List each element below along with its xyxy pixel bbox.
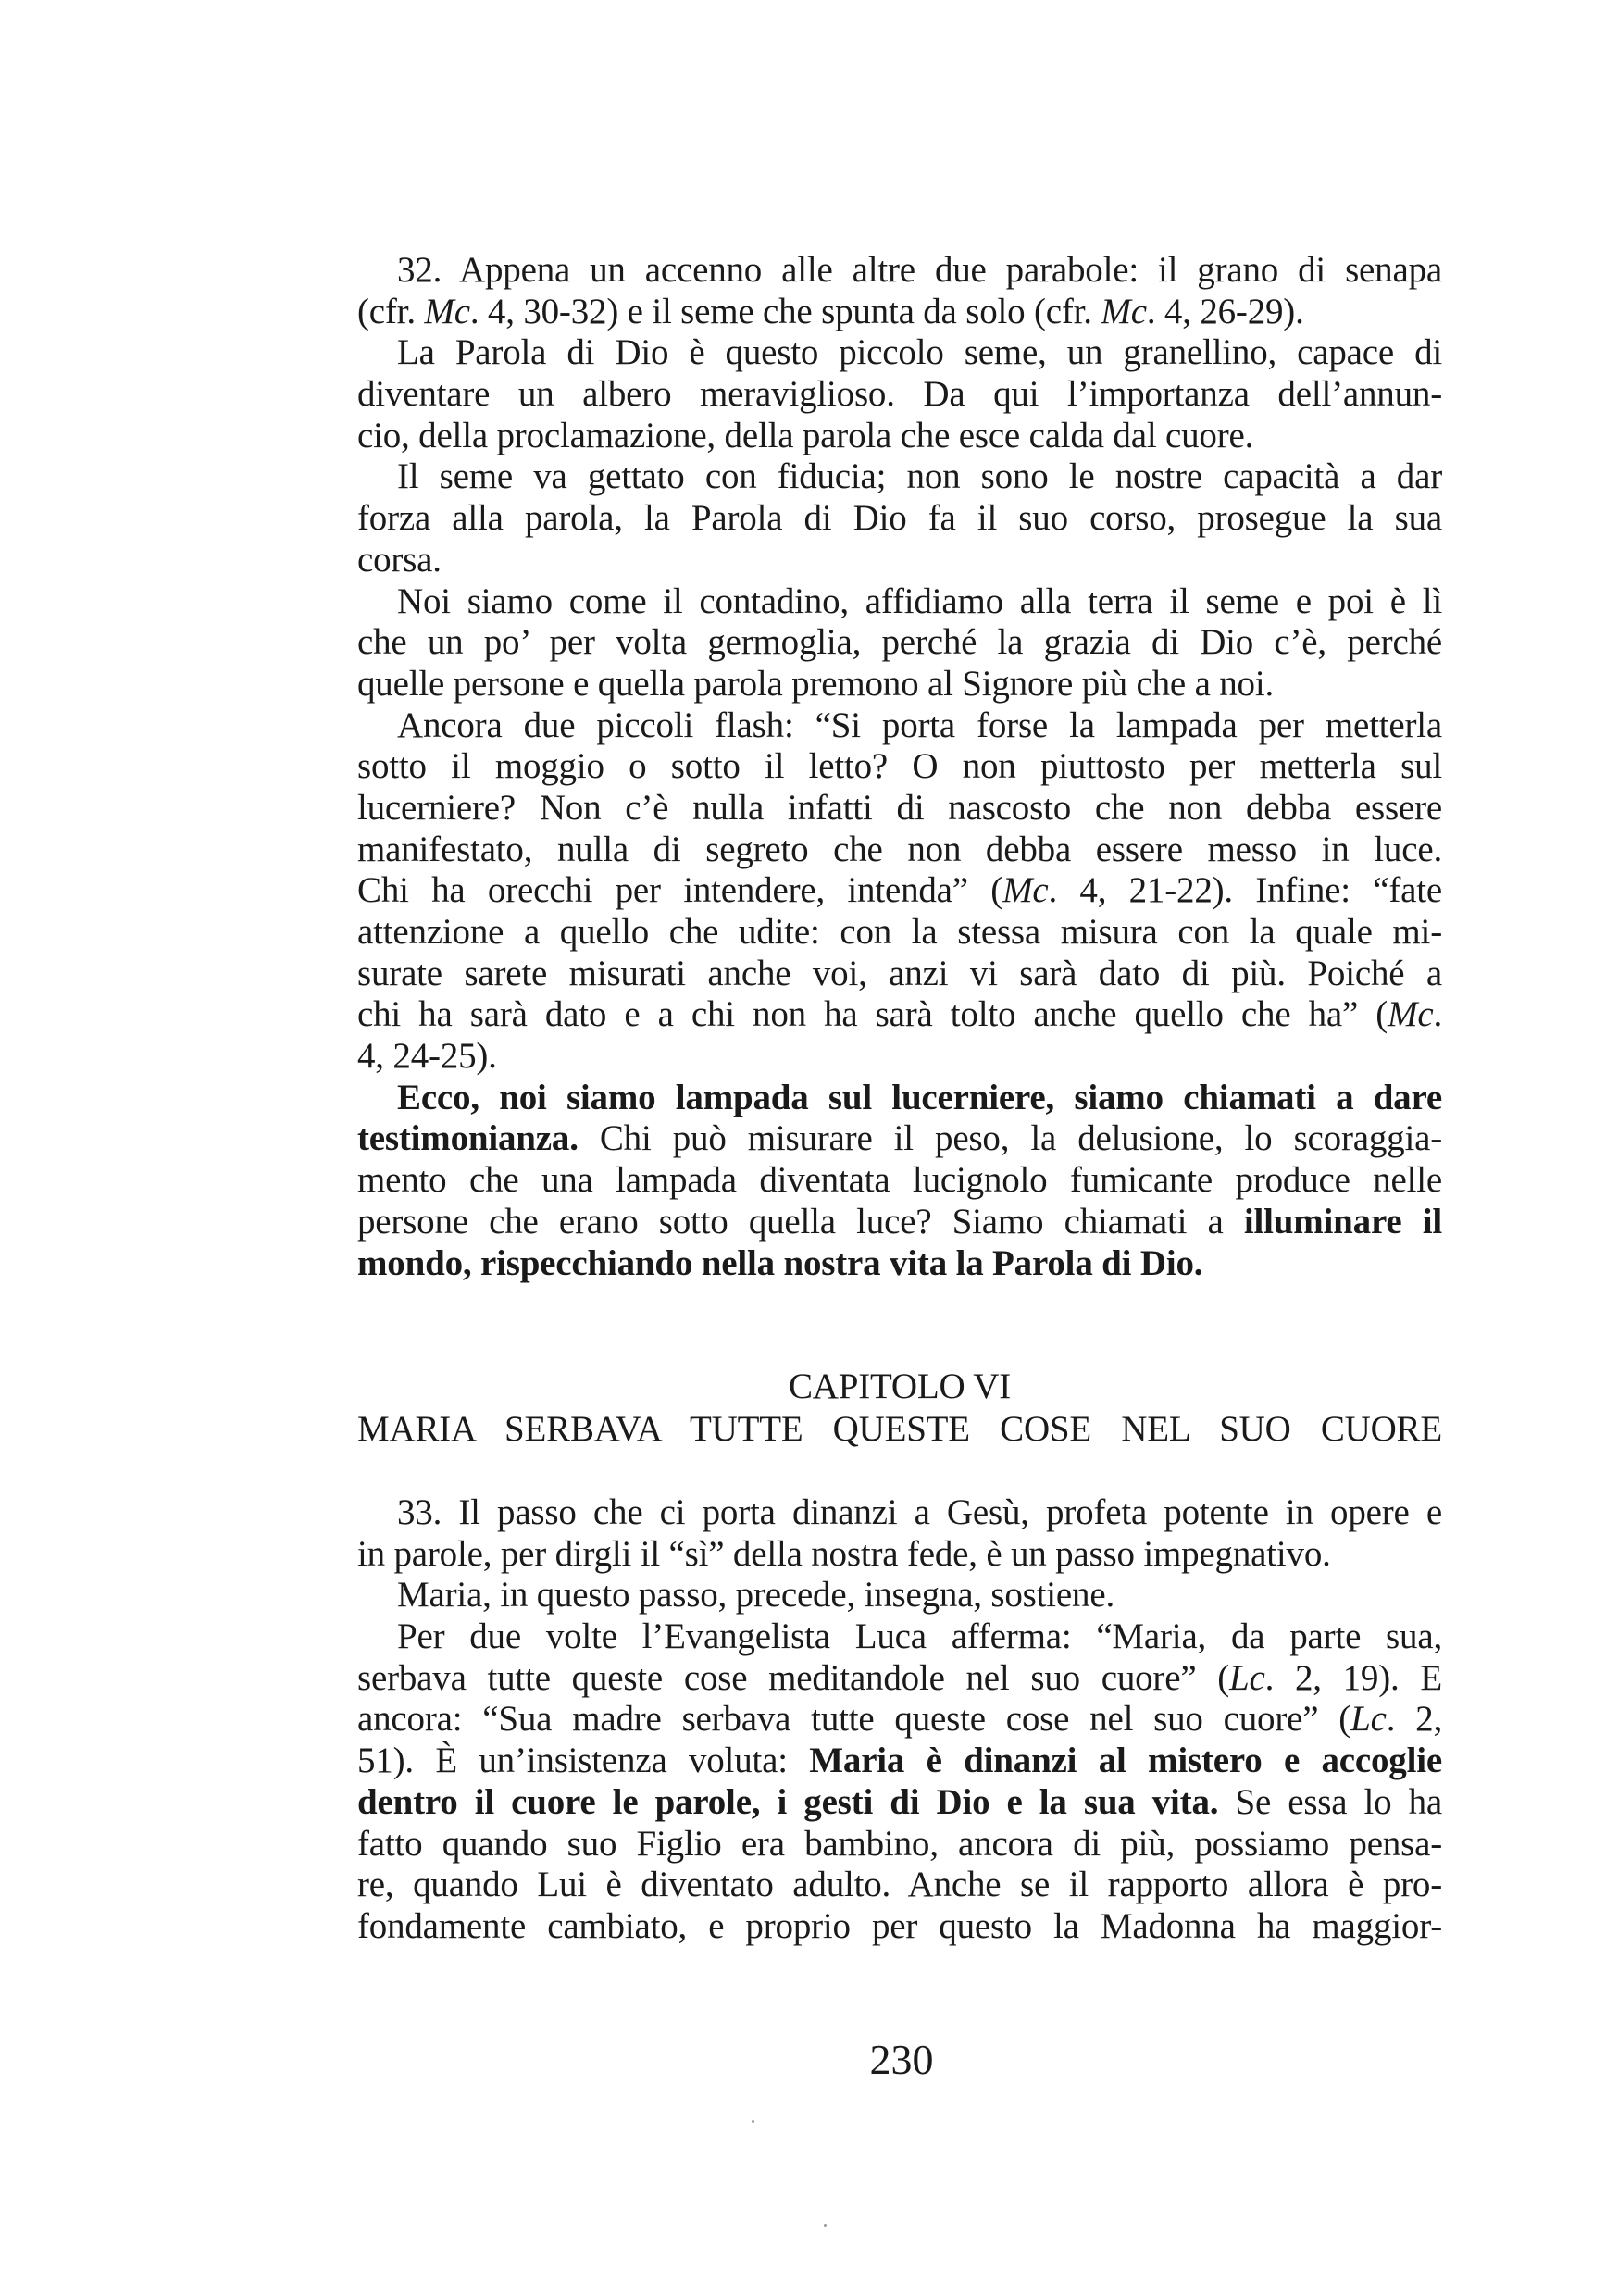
text-segment: chi ha sarà dato e a chi non ha sarà tolto anche quello che ha” ( (357, 994, 1388, 1035)
text-line (357, 498, 1442, 540)
text-line (357, 994, 1442, 1036)
bold-text: illuminare il (1243, 1201, 1442, 1242)
text-segment: 51). È un’insistenza voluta: (357, 1741, 810, 1781)
scan-speck (752, 2120, 754, 2123)
text-segment: mento che una lampada diventata lucignolo fumicante produce nelle (357, 1160, 1442, 1201)
text-line (357, 1782, 1442, 1824)
text-segment: attenzione a quello che udite: con la stessa misura con la quale mi- (357, 912, 1442, 952)
text-line (357, 1575, 1442, 1616)
text-line (357, 540, 1442, 581)
scan-speck (824, 2224, 827, 2227)
text-line (357, 1616, 1442, 1658)
text-line (357, 581, 1442, 623)
text-segment: La Parola di Dio è questo piccolo seme, un granellino, capace di (397, 332, 1442, 373)
text-segment: Maria, in questo passo, precede, insegna, sostiene. (397, 1575, 1114, 1616)
paragraph-33 (357, 1492, 1442, 1948)
bold-text: mondo, rispecchiando nella nostra vita la Parola di Dio. (357, 1242, 1203, 1283)
text-segment: sotto il moggio o sotto il letto? O non piuttosto per metterla sul (357, 746, 1442, 787)
text-segment: re, quando Lui è diventato adulto. Anche se il rapporto allora è pro- (357, 1865, 1442, 1905)
text-segment: Chi ha orecchi per intendere, intenda” ( (357, 870, 1003, 911)
text-line (357, 954, 1442, 995)
bold-text: Ecco, noi siamo lampada sul lucerniere, siamo chiamati a dare (397, 1077, 1442, 1117)
text-line (357, 456, 1442, 498)
text-line (357, 830, 1442, 871)
text-segment: manifestato, nulla di segreto che non debba essere messo in luce. (357, 829, 1442, 869)
bold-text: Maria è dinanzi al mistero e accoglie (809, 1741, 1442, 1781)
text-line (357, 1118, 1442, 1160)
text-segment: Chi può misurare il peso, la delusione, lo scoraggia- (578, 1118, 1442, 1159)
text-segment: Ancora due piccoli flash: “Si porta forse la lampada per metterla (397, 705, 1442, 745)
text-line (357, 1036, 1442, 1078)
paragraph-32 (357, 250, 1442, 1284)
text-segment: quelle persone e quella parola premono al Signore più che a noi. (357, 663, 1275, 704)
bold-text: dentro il cuore le parole, i gesti di Dio e la sua vita. (357, 1781, 1219, 1822)
text-line (357, 374, 1442, 416)
text-line (357, 870, 1442, 912)
chapter-number: CAPITOLO VI (788, 1366, 1012, 1406)
text-segment: . 4, 30-32) e il seme che spunta da solo (cfr. (469, 291, 1101, 331)
text-line (357, 746, 1442, 788)
text-segment: ancora: “Sua madre serbava tutte queste cose nel suo cuore” ( (357, 1699, 1351, 1740)
text-line (357, 1202, 1442, 1243)
text-segment: in parole, per dirgli il “sì” della nostra fede, è un passo impegnativo. (357, 1533, 1331, 1574)
text-line (357, 1492, 1442, 1534)
text-segment: . 4, 26-29). (1146, 291, 1304, 331)
text-line (357, 1658, 1442, 1700)
text-segment: persone che erano sotto quella luce? Siamo chiamati a (357, 1201, 1244, 1242)
text-segment: 33. Il passo che ci porta dinanzi a Gesù, profeta potente in opere e (397, 1492, 1442, 1532)
italic-text: Mc (424, 291, 470, 331)
text-segment: serbava tutte queste cose meditandole nel suo cuore” ( (357, 1657, 1230, 1698)
text-segment: 32. Appena un accenno alle altre due parabole: il grano di senapa (397, 250, 1442, 290)
text-line (357, 1906, 1442, 1948)
text-segment: Noi siamo come il contadino, affidiamo alla terra il seme e poi è lì (397, 580, 1442, 621)
text-line (357, 332, 1442, 374)
text-segment: . 2, (1386, 1699, 1443, 1740)
text-segment: . 2, 19). E (1264, 1657, 1442, 1698)
text-line (357, 1699, 1442, 1741)
text-line (357, 1160, 1442, 1202)
text-segment: Il seme va gettato con fiducia; non sono le nostre capacità a dar (397, 456, 1442, 497)
chapter-title: MARIA SERBAVA TUTTE QUESTE COSE NEL SUO CUORE (357, 1409, 1442, 1449)
text-segment: . (1433, 994, 1442, 1035)
italic-text: Lc (1229, 1657, 1265, 1698)
text-segment: Se essa lo ha (1218, 1781, 1442, 1822)
text-line (357, 1865, 1442, 1906)
text-segment: (cfr. (357, 291, 425, 331)
text-segment: diventare un albero meraviglioso. Da qui l’importanza dell’annun- (357, 374, 1442, 415)
text-line (357, 1741, 1442, 1782)
text-line (357, 788, 1442, 830)
text-segment: lucerniere? Non c’è nulla infatti di nascosto che non debba essere (357, 787, 1442, 828)
text-line (357, 292, 1442, 333)
italic-text: Mc (1388, 994, 1434, 1035)
text-line (357, 416, 1442, 457)
italic-text: Mc (1002, 870, 1049, 911)
text-segment: cio, della proclamazione, della parola che esce calda dal cuore. (357, 415, 1254, 455)
text-segment: . 4, 21-22). Infine: “fate (1048, 870, 1443, 911)
italic-text: Lc (1350, 1699, 1387, 1740)
text-line (357, 1534, 1442, 1576)
text-line (357, 664, 1442, 705)
text-segment: Per due volte l’Evangelista Luca afferma: “Maria, da parte sua, (397, 1616, 1442, 1657)
text-segment: corsa. (357, 539, 442, 580)
text-segment: 4, 24-25). (357, 1036, 497, 1077)
text-line (357, 622, 1442, 664)
bold-text: testimonianza. (357, 1118, 579, 1159)
text-line (357, 912, 1442, 954)
text-line (357, 705, 1442, 747)
chapter-heading (357, 1366, 1442, 1451)
text-segment: che un po’ per volta germoglia, perché la grazia di Dio c’è, perché (357, 622, 1442, 663)
page-number: 230 (869, 2036, 934, 2083)
text-line (357, 1243, 1442, 1285)
text-segment: fondamente cambiato, e proprio per questo la Madonna ha maggior- (357, 1905, 1442, 1946)
text-segment: fatto quando suo Figlio era bambino, ancora di più, possiamo pensa- (357, 1823, 1442, 1864)
text-line (357, 1078, 1442, 1119)
text-line (357, 1824, 1442, 1866)
text-line (357, 250, 1442, 292)
text-segment: surate sarete misurati anche voi, anzi vi sarà dato di più. Poiché a (357, 953, 1442, 993)
text-segment: forza alla parola, la Parola di Dio fa il suo corso, prosegue la sua (357, 498, 1442, 539)
italic-text: Mc (1101, 291, 1147, 331)
